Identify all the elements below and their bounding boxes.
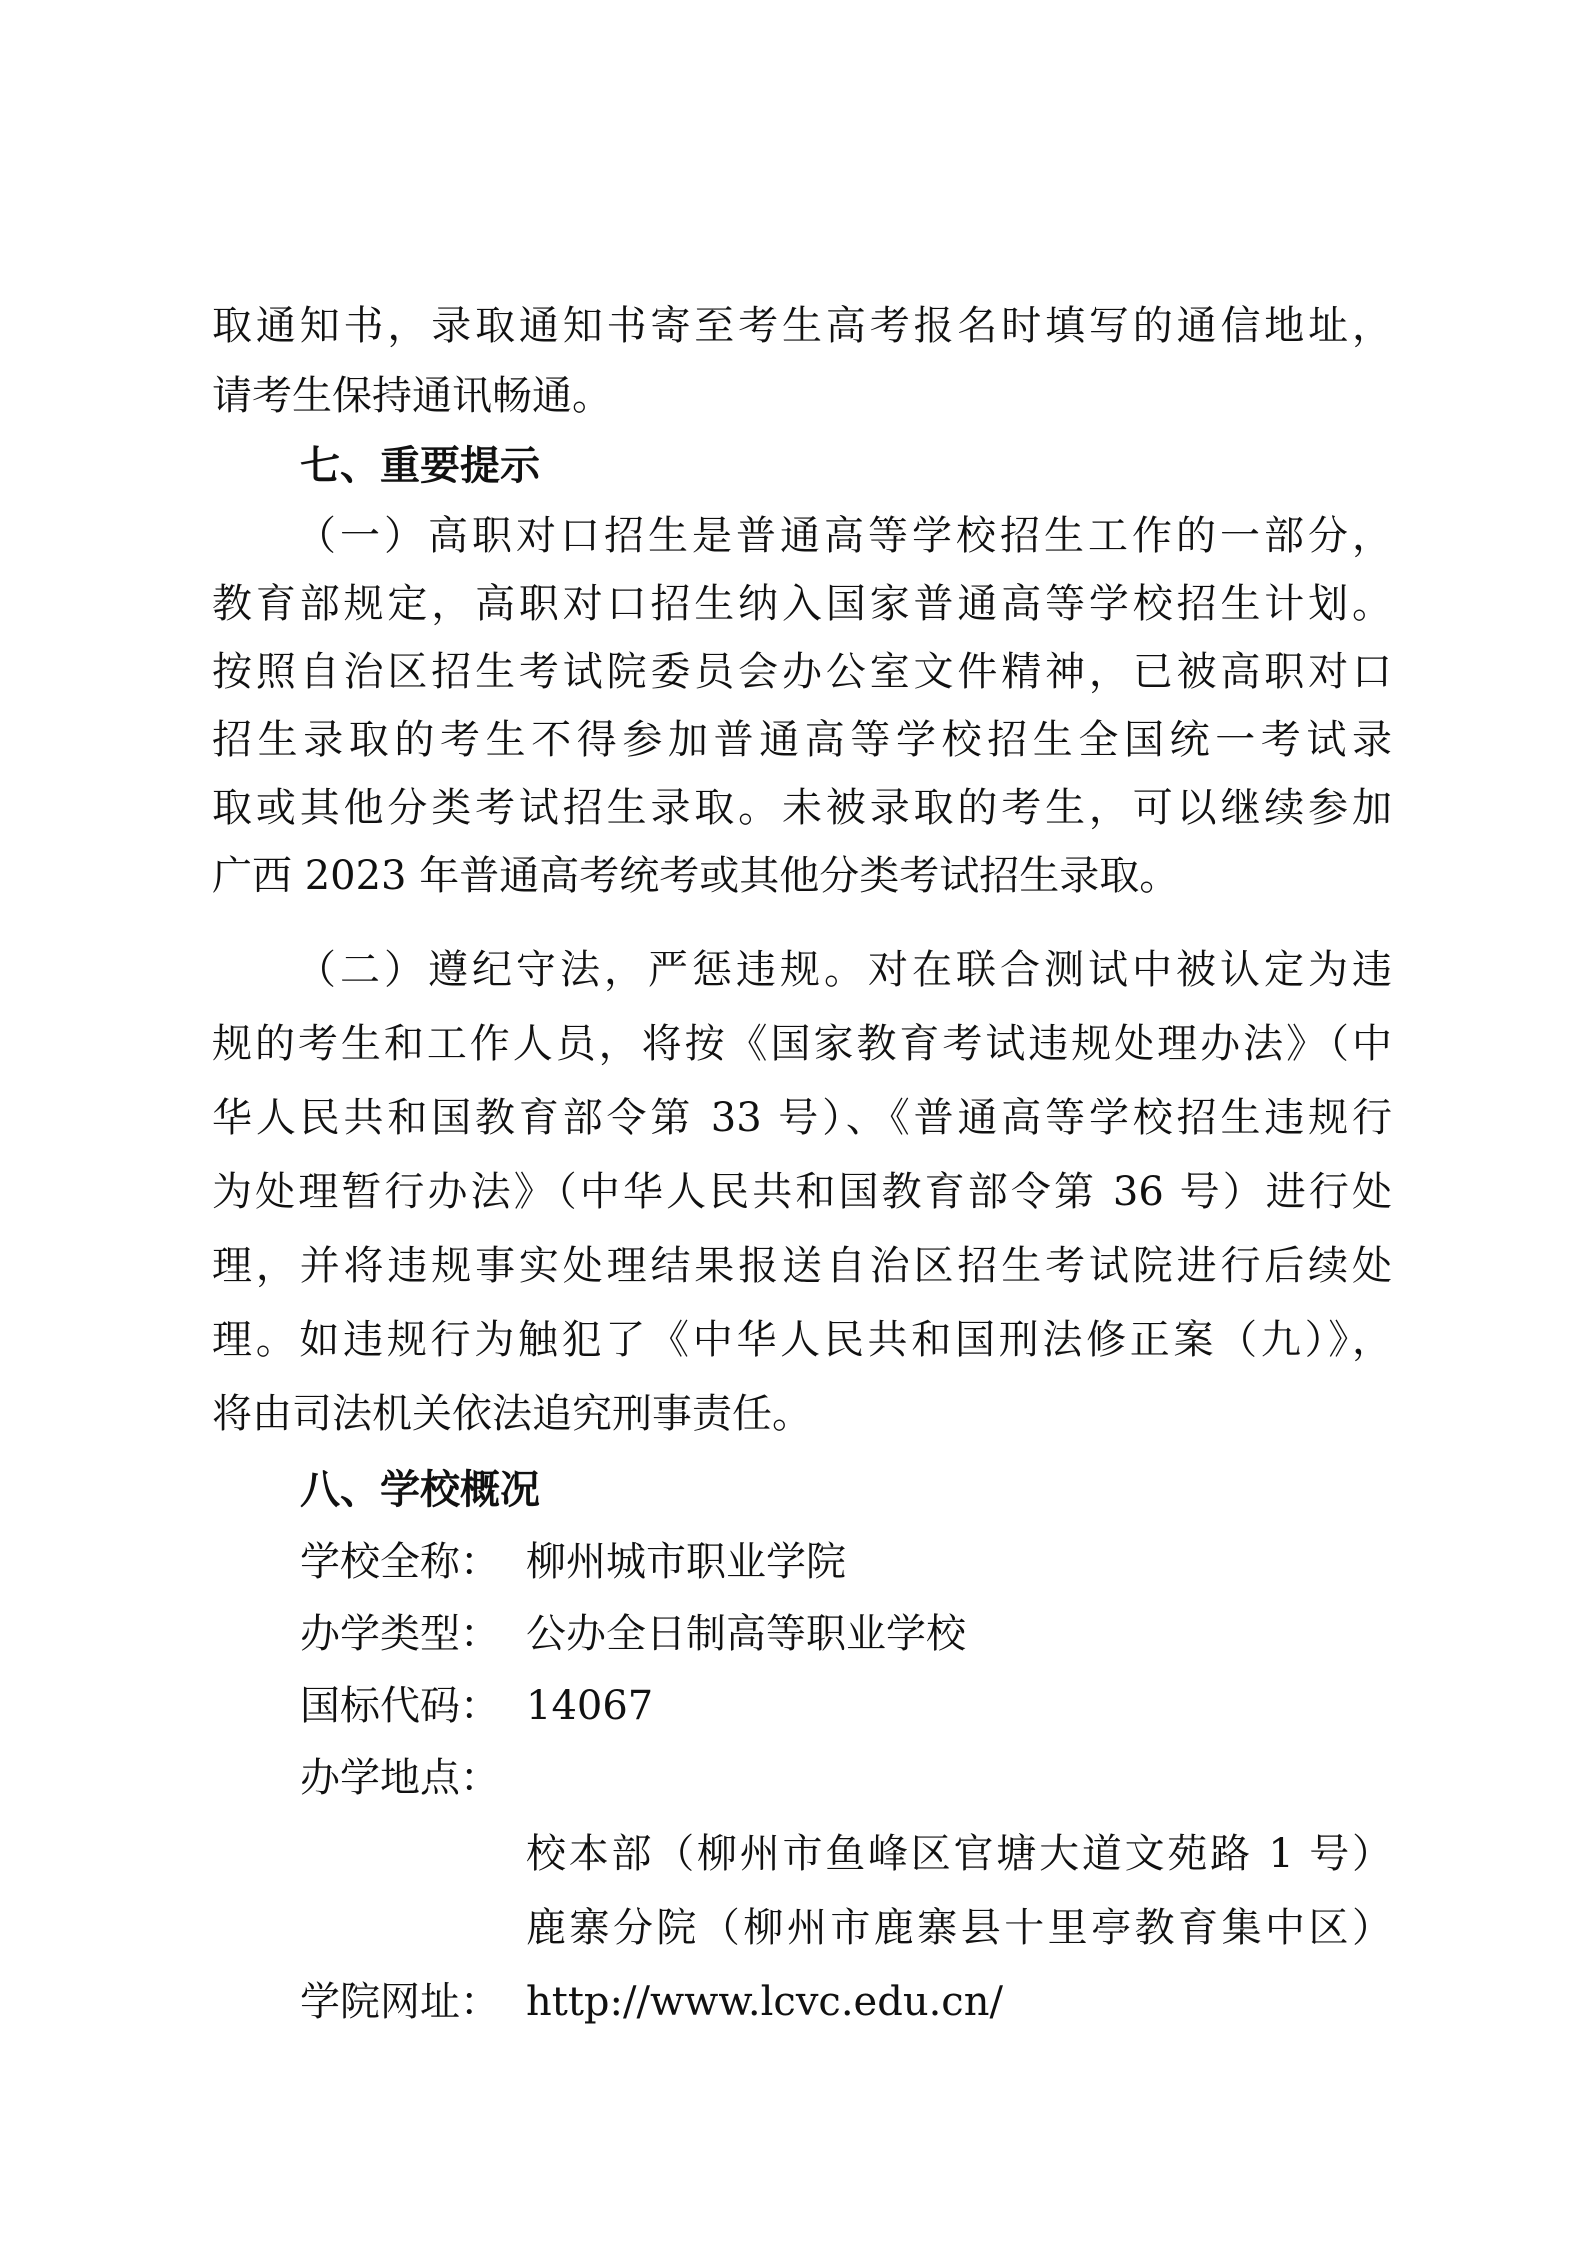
info-value: 14067 xyxy=(526,1683,654,1729)
info-row-national-code xyxy=(300,1676,653,1736)
info-label: 办学类型： xyxy=(300,1611,500,1657)
paragraph-line: 按照自治区招生考试院委员会办公室文件精神，已被高职对口 xyxy=(212,649,1392,695)
info-row-website xyxy=(300,1972,1003,2032)
info-label: 办学地点： xyxy=(300,1755,500,1801)
paragraph-line: 教育部规定，高职对口招生纳入国家普通高等学校招生计划。 xyxy=(212,581,1392,627)
info-label: 国标代码： xyxy=(300,1683,500,1729)
paragraph-line: （一）高职对口招生是普通高等学校招生工作的一部分， xyxy=(296,513,1392,559)
campus-luzhai: 鹿寨分院（柳州市鹿寨县十里亭教育集中区） xyxy=(526,1905,1392,1951)
info-row-full-name xyxy=(300,1532,846,1592)
section-heading-important-notes: 七、重要提示 xyxy=(300,443,540,489)
paragraph-line: 理。如违规行为触犯了《中华人民共和国刑法修正案（九）》， xyxy=(212,1317,1392,1363)
paragraph-line: 招生录取的考生不得参加普通高等学校招生全国统一考试录 xyxy=(212,717,1392,763)
paragraph-line: 规的考生和工作人员，将按《国家教育考试违规处理办法》（中 xyxy=(212,1021,1392,1067)
paragraph-line: 理，并将违规事实处理结果报送自治区招生考试院进行后续处 xyxy=(212,1243,1392,1289)
paragraph-line: 将由司法机关依法追究刑事责任。 xyxy=(212,1391,812,1437)
paragraph-line: 广西 2023 年普通高考统考或其他分类考试招生录取。 xyxy=(212,853,1180,899)
body-text-line: 取通知书，录取通知书寄至考生高考报名时填写的通信地址， xyxy=(212,303,1392,349)
info-row-school-type xyxy=(300,1604,966,1664)
info-label: 学院网址： xyxy=(300,1979,500,2025)
campus-main: 校本部（柳州市鱼峰区官塘大道文苑路 1 号） xyxy=(526,1831,1392,1877)
info-value: 柳州城市职业学院 xyxy=(526,1539,846,1585)
info-value: 公办全日制高等职业学校 xyxy=(526,1611,966,1657)
info-row-location xyxy=(300,1748,526,1808)
info-label: 学校全称： xyxy=(300,1539,500,1585)
body-text-line: 请考生保持通讯畅通。 xyxy=(212,373,612,419)
paragraph-line: 取或其他分类考试招生录取。未被录取的考生，可以继续参加 xyxy=(212,785,1392,831)
paragraph-line: （二）遵纪守法，严惩违规。对在联合测试中被认定为违 xyxy=(296,947,1392,993)
section-heading-school-overview: 八、学校概况 xyxy=(300,1467,540,1513)
paragraph-line: 为处理暂行办法》（中华人民共和国教育部令第 36 号）进行处 xyxy=(212,1169,1392,1215)
paragraph-line: 华人民共和国教育部令第 33 号）、《普通高等学校招生违规行 xyxy=(212,1095,1392,1141)
website-link[interactable]: http://www.lcvc.edu.cn/ xyxy=(526,1979,1003,2025)
